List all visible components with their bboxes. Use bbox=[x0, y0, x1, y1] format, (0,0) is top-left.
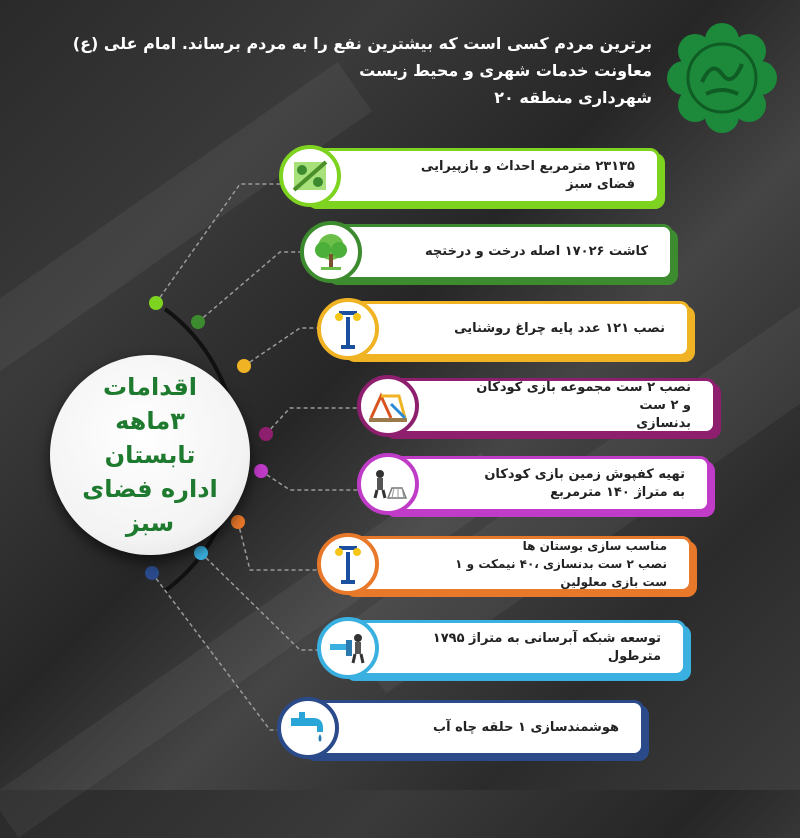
street-lamp-icon bbox=[317, 298, 379, 360]
flooring-worker-icon bbox=[357, 453, 419, 515]
card-playground bbox=[380, 378, 716, 434]
green-space-icon bbox=[279, 145, 341, 207]
card-line1: مناسب سازی بوستان ها bbox=[522, 539, 667, 553]
plumbing-icon bbox=[317, 617, 379, 679]
card-line1: هوشمندسازی ۱ حلقه چاه آب bbox=[433, 720, 619, 735]
center-title: اقدامات ۳ماهه تابستان اداره فضای سبز bbox=[82, 373, 218, 537]
card-line2: به متراژ ۱۴۰ مترمربع bbox=[550, 485, 685, 500]
card-play-flooring bbox=[380, 456, 710, 512]
center-circle bbox=[50, 355, 250, 555]
card-line2: فضای سبز bbox=[566, 177, 635, 192]
card-line1: کاشت ۱۷۰۲۶ اصله درخت و درختچه bbox=[425, 244, 648, 259]
card-line1: تهیه کفپوش زمین بازی کودکان bbox=[484, 467, 685, 482]
header-department: معاونت خدمات شهری و محیط زیست bbox=[359, 61, 652, 80]
card-line1: نصب ۲ ست مجموعه بازی کودکان و ۲ ست bbox=[476, 380, 691, 413]
card-line2: بدنسازی bbox=[636, 416, 691, 431]
card-line1: توسعه شبکه آبرسانی به متراژ ۱۷۹۵ مترطول bbox=[432, 631, 661, 664]
playground-icon bbox=[357, 375, 419, 437]
card-water-network bbox=[340, 620, 686, 676]
card-green-space bbox=[302, 148, 660, 204]
card-trees bbox=[323, 224, 673, 280]
card-smart-well bbox=[300, 700, 644, 756]
card-line1: نصب ۱۲۱ عدد پایه چراغ روشنایی bbox=[454, 321, 665, 336]
water-tap-icon bbox=[277, 697, 339, 759]
card-line1: ۲۳۱۳۵ مترمربع احداث و بازپیرایی bbox=[420, 159, 635, 174]
header-municipality: شهرداری منطقه ۲۰ bbox=[494, 88, 652, 107]
tree-icon bbox=[300, 221, 362, 283]
card-line2: نصب ۲ ست بدنسازی ،۴۰ نیمکت و ۱ ست بازی معلولین bbox=[455, 557, 667, 589]
street-lamp-icon bbox=[317, 533, 379, 595]
card-park-accessibility bbox=[340, 536, 692, 592]
header-quote: برترین مردم کسی است که بیشترین نفع را به مردم برساند. امام علی (ع) bbox=[72, 34, 652, 53]
card-street-lamps bbox=[340, 301, 690, 357]
